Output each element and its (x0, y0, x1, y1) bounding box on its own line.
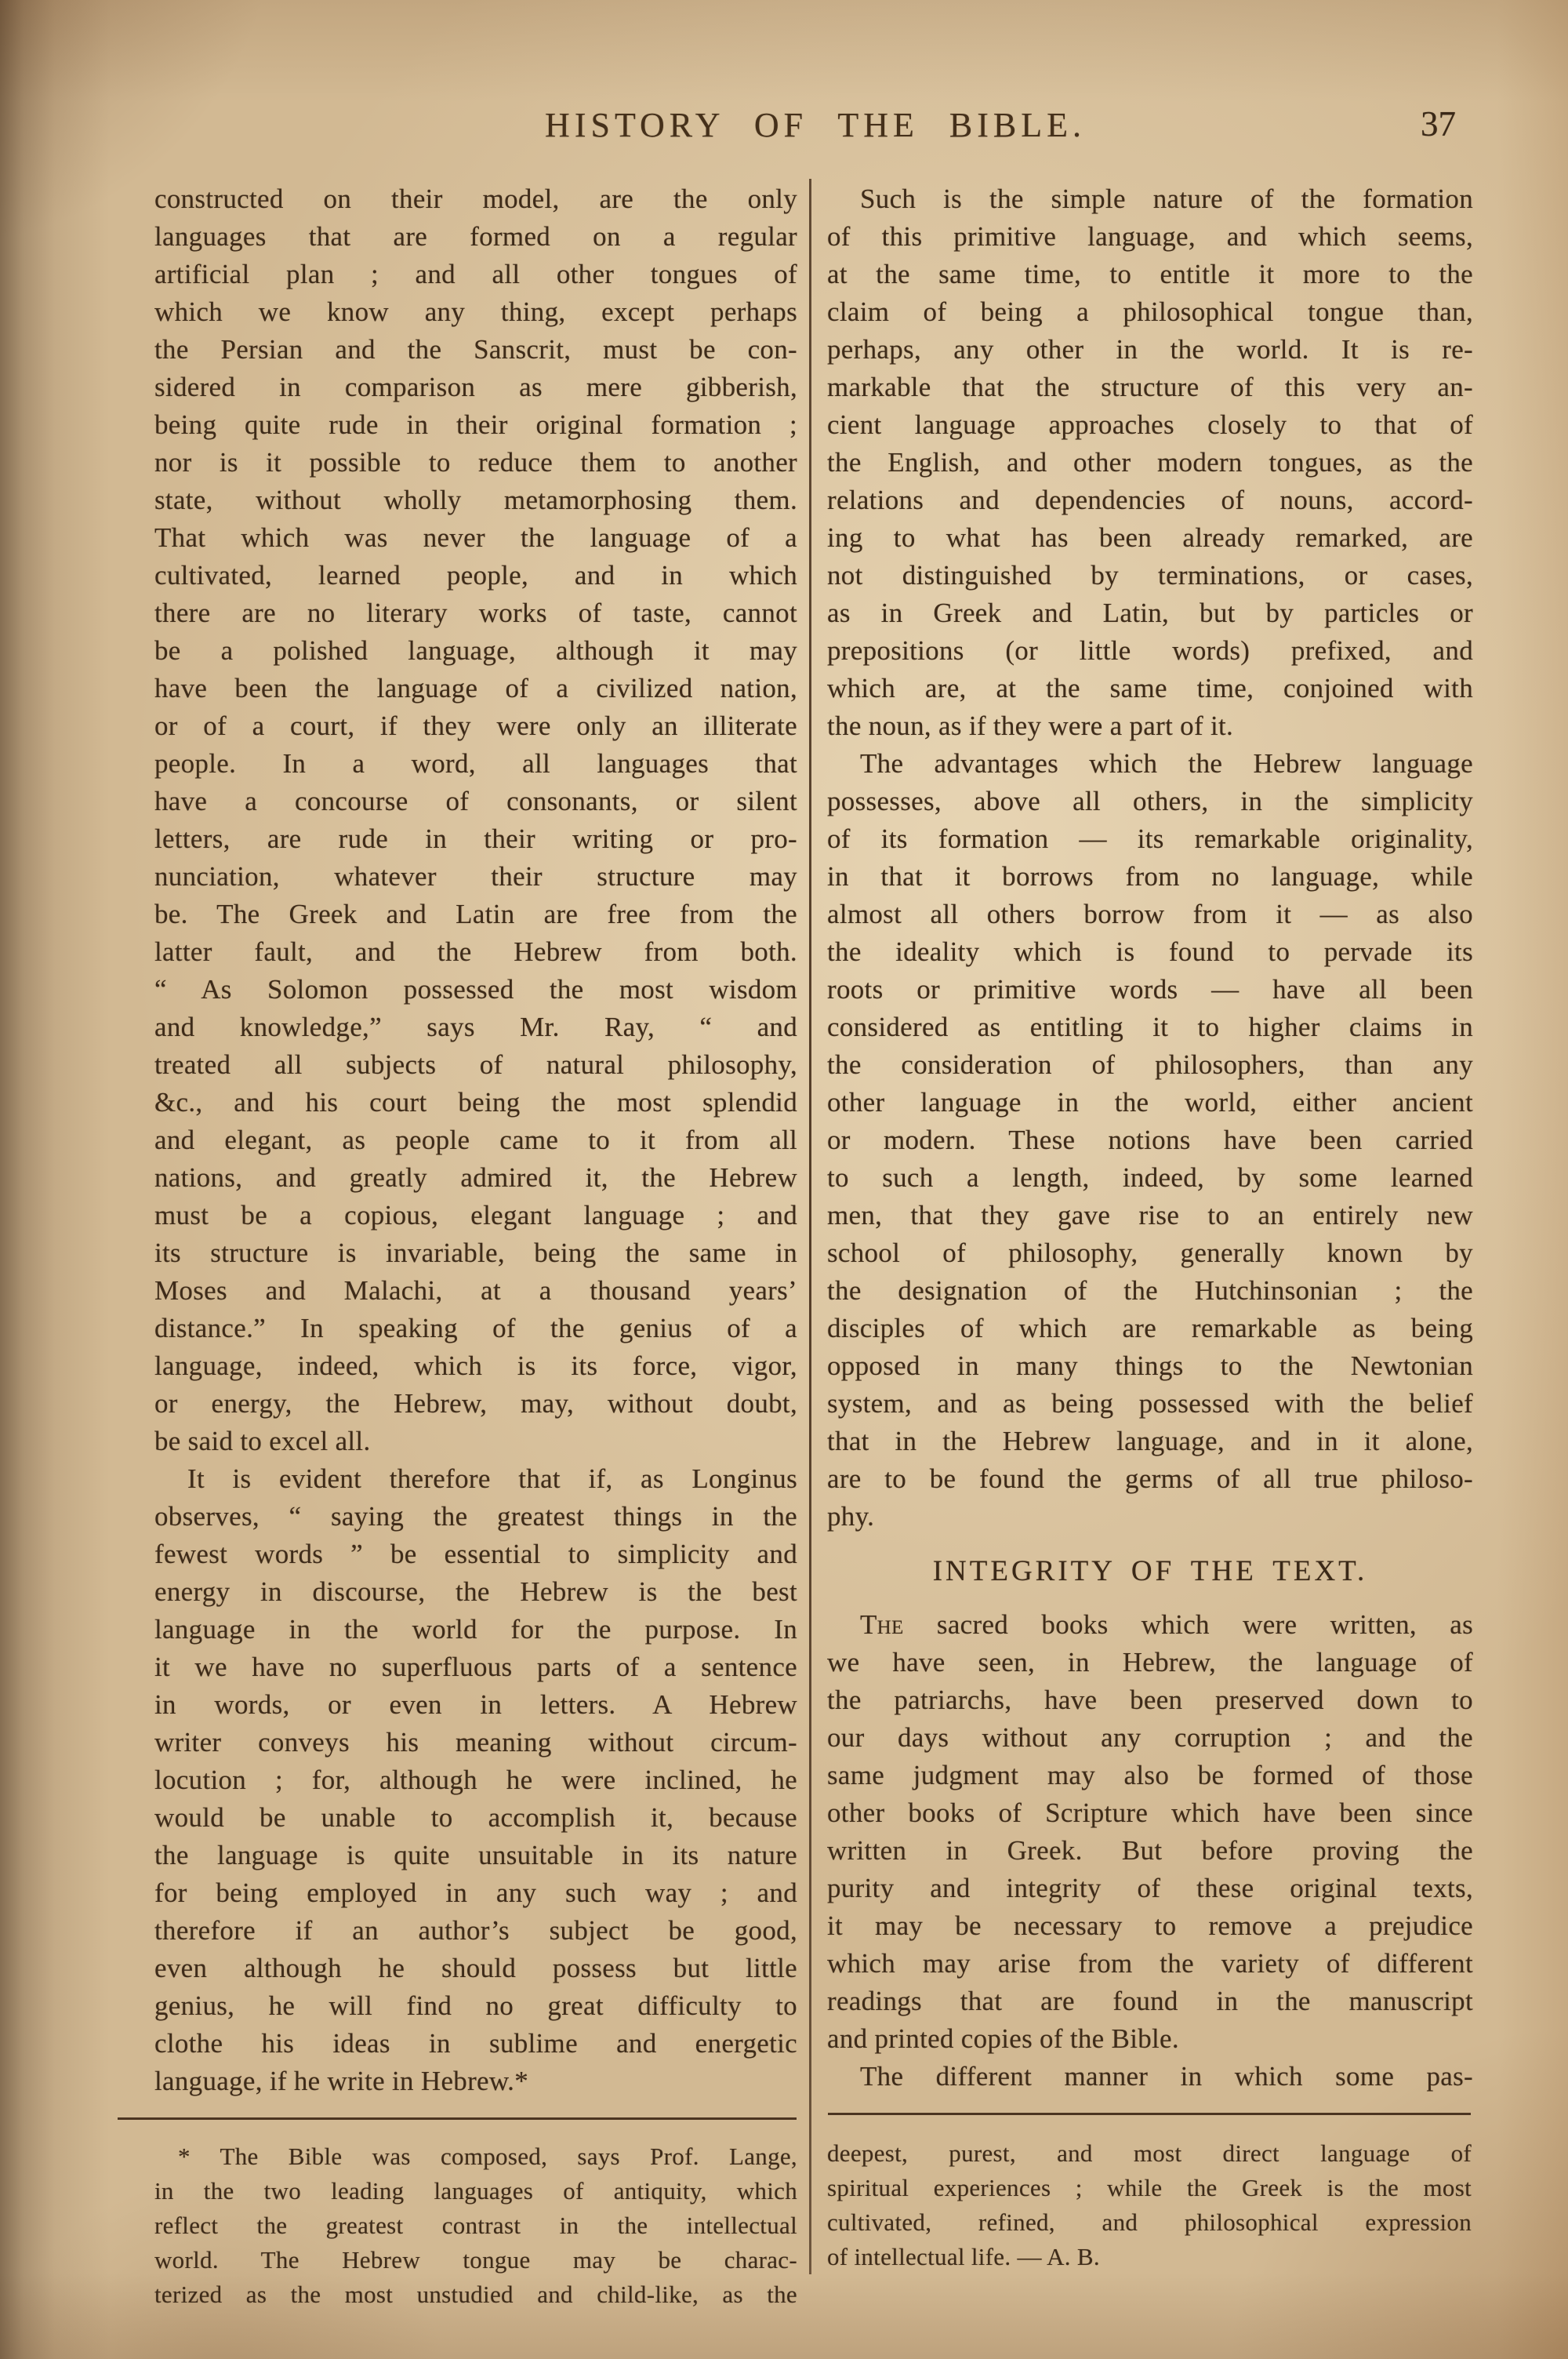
text-line: which may arise from the variety of different (827, 1948, 1473, 1979)
text-line: The different manner in which some pas- (860, 2061, 1473, 2092)
text-line: its structure is invariable, being the same in (154, 1238, 797, 1268)
text-line: men, that they gave rise to an entirely new (827, 1200, 1473, 1230)
text-line: cient language approaches closely to that of (827, 409, 1473, 440)
text-line: have been the language of a civilized nation, (154, 673, 797, 703)
column-divider-rule (809, 179, 811, 2274)
text-line: of this primitive language, and which seems, (827, 221, 1473, 252)
text-line: in that it borrows from no language, while (827, 861, 1473, 892)
text-line: Moses and Malachi, at a thousand years’ (154, 1275, 797, 1306)
text-line: language, if he write in Hebrew.* (154, 2066, 529, 2096)
text-line: readings that are found in the manuscript (827, 1986, 1473, 2016)
text-line: other language in the world, either ancient (827, 1087, 1473, 1118)
text-line: the patriarchs, have been preserved down to (827, 1685, 1473, 1715)
right-footnote (827, 2136, 1472, 2274)
text-line: have a concourse of consonants, or silent (154, 786, 797, 816)
text-line: for being employed in any such way ; and (154, 1877, 797, 1908)
text-line: reflect the greatest contrast in the intellectual (154, 2212, 797, 2239)
text-line: cultivated, learned people, and in which (154, 560, 797, 591)
text-line: The advantages which the Hebrew language (860, 748, 1473, 779)
text-line: and knowledge,” says Mr. Ray, “ and (154, 1012, 797, 1042)
text-line: opposed in many things to the Newtonian (827, 1350, 1473, 1381)
section-heading: INTEGRITY OF THE TEXT. (932, 1555, 1368, 1587)
text-line: other books of Scripture which have been since (827, 1797, 1473, 1828)
text-line: ing to what has been already remarked, are (827, 522, 1473, 553)
text-line: deepest, purest, and most direct language of (827, 2139, 1472, 2167)
text-line: language, indeed, which is its force, vigor, (154, 1350, 797, 1381)
left-footnote-rule (118, 2117, 797, 2120)
text-line: not distinguished by terminations, or cases, (827, 560, 1473, 591)
text-line: letters, are rude in their writing or pro- (154, 823, 797, 854)
text-line: constructed on their model, are the only (154, 184, 797, 214)
text-line: at the same time, to entitle it more to the (827, 259, 1473, 289)
text-line: that in the Hebrew language, and in it alone, (827, 1426, 1473, 1456)
text-line: * The Bible was composed, says Prof. Lange, (178, 2143, 797, 2170)
right-column-upper-text (827, 180, 1473, 1536)
text-line: the English, and other modern tongues, as the (827, 447, 1473, 478)
text-line: world. The Hebrew tongue may be charac- (154, 2246, 797, 2274)
text-line: of its formation — its remarkable originality, (827, 823, 1473, 854)
text-line: there are no literary works of taste, cannot (154, 598, 797, 628)
text-line: purity and integrity of these original texts, (827, 1873, 1473, 1903)
text-line: cultivated, refined, and philosophical expression (827, 2208, 1472, 2236)
text-line: considered as entitling it to higher claims in (827, 1012, 1473, 1042)
text-line: roots or primitive words — have all been (827, 974, 1473, 1005)
text-line: Such is the simple nature of the formation (860, 184, 1473, 214)
text-line: same judgment may also be formed of those (827, 1760, 1473, 1790)
text-line: fewest words ” be essential to simplicity and (154, 1539, 797, 1569)
text-line: observes, “ saying the greatest things in the (154, 1501, 797, 1532)
text-line: and elegant, as people came to it from all (154, 1125, 797, 1155)
text-line: the designation of the Hutchinsonian ; the (827, 1275, 1473, 1306)
text-line: That which was never the language of a (154, 522, 797, 553)
text-line: genius, he will find no great difficulty to (154, 1990, 797, 2021)
text-line: even although he should possess but little (154, 1953, 797, 1983)
text-line: being quite rude in their original formation ; (154, 409, 797, 440)
text-line: treated all subjects of natural philosophy, (154, 1049, 797, 1080)
text-line: in words, or even in letters. A Hebrew (154, 1689, 797, 1720)
text-line: or modern. These notions have been carried (827, 1125, 1473, 1155)
text-line: school of philosophy, generally known by (827, 1238, 1473, 1268)
text-line: would be unable to accomplish it, because (154, 1802, 797, 1833)
text-line: therefore if an author’s subject be good, (154, 1915, 797, 1946)
text-line: energy in discourse, the Hebrew is the best (154, 1576, 797, 1607)
text-line: relations and dependencies of nouns, accord- (827, 485, 1473, 515)
text-line: be. The Greek and Latin are free from the (154, 899, 797, 929)
text-line: people. In a word, all languages that (154, 748, 797, 779)
text-line: &c., and his court being the most splendid (154, 1087, 797, 1118)
text-line: phy. (827, 1501, 875, 1532)
text-line: spiritual experiences ; while the Greek is the most (827, 2174, 1472, 2201)
text-line: which are, at the same time, conjoined with (827, 673, 1473, 703)
text-line: nunciation, whatever their structure may (154, 861, 797, 892)
text-line: nor is it possible to reduce them to another (154, 447, 797, 478)
text-line: latter fault, and the Hebrew from both. (154, 936, 797, 967)
text-line: sidered in comparison as mere gibberish, (154, 372, 797, 402)
text-line: the language is quite unsuitable in its nature (154, 1840, 797, 1870)
text-line: as in Greek and Latin, but by particles or (827, 598, 1473, 628)
text-line: are to be found the germs of all true philoso- (827, 1463, 1473, 1494)
text-line: perhaps, any other in the world. It is re- (827, 334, 1473, 365)
text-line: and printed copies of the Bible. (827, 2023, 1179, 2054)
small-caps-lead-word: The (860, 1609, 904, 1640)
text-line: markable that the structure of this very an- (827, 372, 1473, 402)
text-line: or energy, the Hebrew, may, without doubt, (154, 1388, 797, 1419)
text-line: almost all others borrow from it — as also (827, 899, 1473, 929)
text-line: clothe his ideas in sublime and energetic (154, 2028, 797, 2059)
right-column-lower-text (827, 1606, 1473, 2095)
right-footnote-rule (828, 2113, 1471, 2115)
text-line: disciples of which are remarkable as being (827, 1313, 1473, 1343)
text-line: terized as the most unstudied and child-like, as the (154, 2281, 797, 2308)
page-number: 37 (1421, 104, 1456, 144)
text-line: it we have no superfluous parts of a sentence (154, 1652, 797, 1682)
text-line: It is evident therefore that if, as Longinus (187, 1463, 797, 1494)
text-line: writer conveys his meaning without circum- (154, 1727, 797, 1757)
text-line: we have seen, in Hebrew, the language of (827, 1647, 1473, 1677)
text-line: be said to excel all. (154, 1426, 371, 1456)
text-line: system, and as being possessed with the belief (827, 1388, 1473, 1419)
text-line: language in the world for the purpose. In (154, 1614, 797, 1645)
text-line: state, without wholly metamorphosing them. (154, 485, 797, 515)
text-line: it may be necessary to remove a prejudice (827, 1910, 1473, 1941)
text-line: in the two leading languages of antiquity, which (154, 2177, 797, 2205)
text-line: to such a length, indeed, by some learned (827, 1162, 1473, 1193)
text-line: prepositions (or little words) prefixed, and (827, 635, 1473, 666)
text-line: be a polished language, although it may (154, 635, 797, 666)
text-line: must be a copious, elegant language ; and (154, 1200, 797, 1230)
text-line: the noun, as if they were a part of it. (827, 711, 1234, 741)
text-line: artificial plan ; and all other tongues of (154, 259, 797, 289)
text-line: of intellectual life. — A. B. (827, 2243, 1100, 2270)
left-footnote (154, 2139, 797, 2312)
text-line: locution ; for, although he were inclined, he (154, 1765, 797, 1795)
text-line: which we know any thing, except perhaps (154, 296, 797, 327)
text-line: The sacred books which were written, as (860, 1609, 1473, 1640)
left-column (154, 180, 797, 2100)
text-line: “ As Solomon possessed the most wisdom (154, 974, 797, 1005)
text-line: our days without any corruption ; and the (827, 1722, 1473, 1753)
running-header-title: HISTORY OF THE BIBLE. (545, 106, 1086, 144)
text-line: languages that are formed on a regular (154, 221, 797, 252)
text-line: or of a court, if they were only an illiterate (154, 711, 797, 741)
text-line: the Persian and the Sanscrit, must be con- (154, 334, 797, 365)
text-line: written in Greek. But before proving the (827, 1835, 1473, 1866)
text-line: the consideration of philosophers, than any (827, 1049, 1473, 1080)
text-line: distance.” In speaking of the genius of a (154, 1313, 797, 1343)
text-line: the ideality which is found to pervade its (827, 936, 1473, 967)
text-line: claim of being a philosophical tongue than, (827, 296, 1473, 327)
text-line: nations, and greatly admired it, the Hebrew (154, 1162, 797, 1193)
right-column (827, 180, 1473, 2095)
text-line: possesses, above all others, in the simplicity (827, 786, 1473, 816)
